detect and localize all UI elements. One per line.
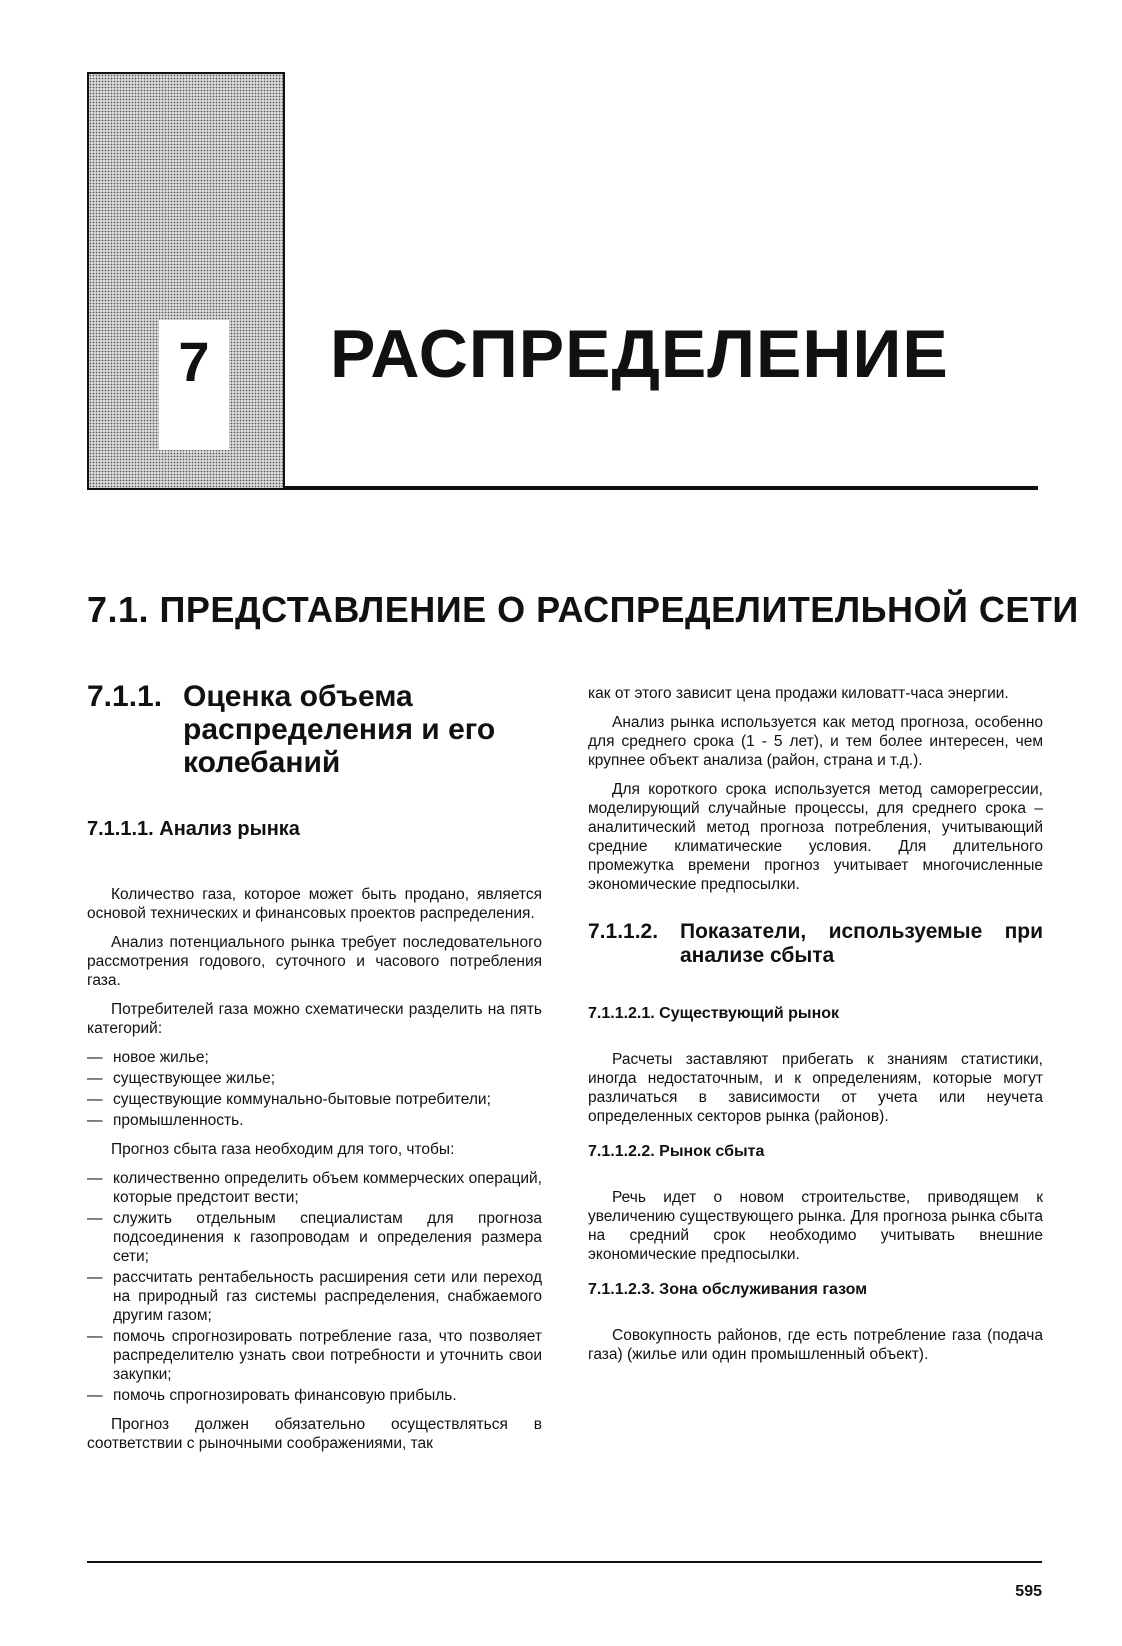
list-item: — рассчитать рентабельность расширения сети или переход на природный газ системы распределения, снабжаемого другим газом; [87, 1268, 542, 1325]
heading-sales-market: 7.1.1.2.2. Рынок сбыта [588, 1143, 765, 1160]
heading-market-analysis: 7.1.1.1. Анализ рынка [87, 818, 300, 840]
list-item: — существующее жилье; [87, 1069, 542, 1088]
heading-gas-service-area: 7.1.1.2.3. Зона обслуживания газом [588, 1281, 868, 1298]
paragraph: Количество газа, которое может быть продано, является основой технических и финансовых проектов распределения. [87, 886, 542, 922]
list-item: — помочь спрогнозировать потребление газа, что позволяет распределителю узнать свои потребности и уточнить свои закупки; [87, 1327, 542, 1384]
subsection-number: 7.1.1. [87, 680, 163, 713]
chapter-divider [285, 486, 1038, 490]
paragraph: Анализ рынка используется как метод прогноза, особенно для среднего срока (1 - 5 лет), и тем более интересен, чем крупнее объект анализа (район, страна и т.д.). [588, 714, 1043, 769]
list-item: — существующие коммунально-бытовые потребители; [87, 1090, 542, 1109]
paragraph: Для короткого срока используется метод саморегрессии, моделирующий случайные процессы, для среднего срока – аналитический метод прогноза потребления, учитывающий средние климатические условия. Для длительного промежутка времени прогноз учитывает многочисленные экономические предпосылки. [588, 781, 1043, 893]
consumer-categories-list [87, 1048, 542, 1130]
list-item: — новое жилье; [87, 1048, 542, 1067]
paragraph: Расчеты заставляют прибегать к знаниям статистики, иногда недостаточным, и к определениям, которые могут различаться в зависимости от учета или неучета определенных секторов рынка (районов). [588, 1051, 1043, 1125]
chapter-number-box [159, 320, 229, 450]
paragraph: Прогноз сбыта газа необходим для того, чтобы: [111, 1141, 455, 1158]
list-item: — промышленность. [87, 1111, 542, 1130]
chapter-number: 7 [178, 330, 210, 393]
heading-sales-indicators [588, 920, 1043, 968]
list-item: — количественно определить объем коммерческих операций, которые предстоит вести; [87, 1169, 542, 1207]
heading-number: 7.1.1.2. [588, 920, 659, 943]
left-column [87, 680, 542, 1463]
page-number: 595 [1015, 1583, 1042, 1600]
paragraph: Анализ потенциального рынка требует последовательного рассмотрения годового, суточного и часового потребления газа. [87, 934, 542, 989]
subsection-heading [87, 680, 542, 779]
paragraph: Потребителей газа можно схематически разделить на пять категорий: [87, 1001, 542, 1037]
chapter-title: РАСПРЕДЕЛЕНИЕ [330, 316, 949, 392]
paragraph: Прогноз должен обязательно осуществляться в соответствии с рыночными соображениями, так [87, 1416, 542, 1452]
paragraph: Речь идет о новом строительстве, приводящем к увеличению существующего рынка. Для прогноза рынка сбыта на средний срок необходимо учитывать внешние экономические предпосылки. [588, 1189, 1043, 1263]
footer-divider [87, 1561, 1042, 1563]
heading-title: Показатели, используемые при анализе сбыта [680, 920, 1043, 967]
chapter-banner [87, 72, 285, 490]
right-column [588, 684, 1043, 1374]
list-item: — помочь спрогнозировать финансовую прибыль. [87, 1386, 542, 1405]
list-item: — служить отдельным специалистам для прогноза подсоединения к газопроводам и определения размера сети; [87, 1209, 542, 1266]
subsection-title: Оценка объема распределения и его колебаний [183, 680, 496, 779]
paragraph: как от этого зависит цена продажи киловатт-часа энергии. [588, 685, 1009, 702]
section-title: 7.1. ПРЕДСТАВЛЕНИЕ О РАСПРЕДЕЛИТЕЛЬНОЙ СЕТИ [87, 589, 1079, 630]
forecast-purposes-list [87, 1169, 542, 1405]
paragraph: Совокупность районов, где есть потребление газа (подача газа) (жилье или один промышленный объект). [588, 1327, 1043, 1363]
heading-existing-market: 7.1.1.2.1. Существующий рынок [588, 1005, 840, 1022]
